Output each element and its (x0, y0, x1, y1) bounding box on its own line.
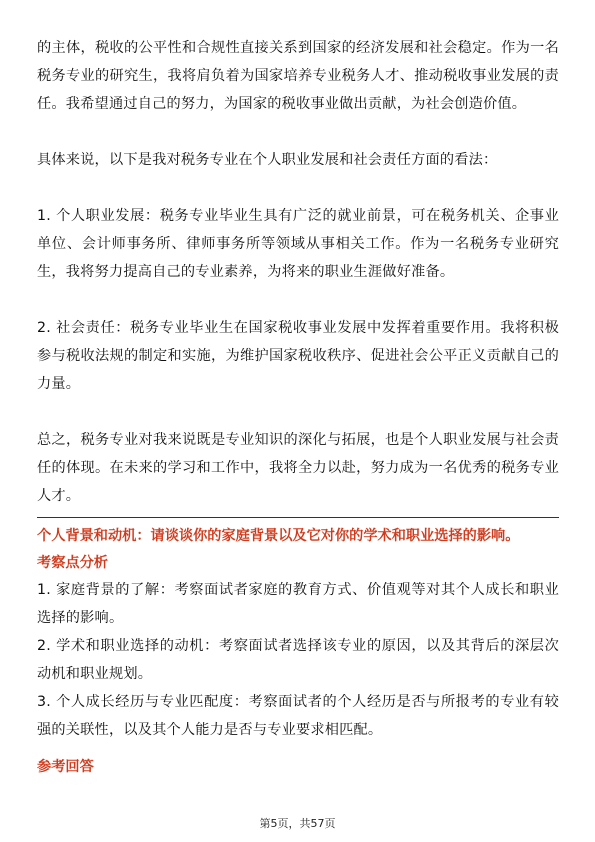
analysis-item: 2. 学术和职业选择的动机：考察面试者选择该专业的原因，以及其背后的深层次动机和职业规划。 (37, 638, 559, 682)
paragraph-gap (37, 398, 559, 426)
paragraph-gap (37, 118, 559, 146)
section-divider (37, 517, 559, 518)
body-paragraph-2: 具体来说，以下是我对税务专业在个人职业发展和社会责任方面的看法： (37, 152, 498, 168)
paragraph-gap (37, 286, 559, 314)
analysis-heading: 考察点分析 (37, 555, 108, 571)
body-paragraph-4: 2. 社会责任：税务专业毕业生在国家税收事业发展中发挥着重要作用。我将积极参与税收法规的制定和实施，为维护国家税收秩序、促进社会公平正义贡献自己的力量。 (37, 320, 559, 392)
body-paragraph-5: 总之，税务专业对我来说既是专业知识的深化与拓展，也是个人职业发展与社会责任的体现。在未来的学习和工作中，我将全力以赴，努力成为一名优秀的税务专业人才。 (37, 432, 559, 504)
analysis-item: 3. 个人成长经历与专业匹配度：考察面试者的个人经历是否与所报考的专业有较强的关联性，以及其个人能力是否与专业要求相匹配。 (37, 694, 559, 738)
answer-heading: 参考回答 (37, 759, 94, 775)
analysis-list (37, 576, 559, 744)
body-paragraph-3: 1. 个人职业发展：税务专业毕业生具有广泛的就业前景，可在税务机关、企事业单位、会计师事务所、律师事务所等领域从事相关工作。作为一名税务专业研究生，我将努力提高自己的专业素养，为将来的职业生涯做好准备。 (37, 208, 559, 280)
page-content (37, 34, 559, 780)
body-paragraph-1: 的主体，税收的公平性和合规性直接关系到国家的经济发展和社会稳定。作为一名税务专业的研究生，我将肩负着为国家培养专业税务人才、推动税收事业发展的责任。我希望通过自己的努力，为国家的税收事业做出贡献，为社会创造价值。 (37, 40, 559, 112)
paragraph-gap (37, 174, 559, 202)
page-number: 第5页，共57页 (259, 817, 336, 830)
analysis-item: 1. 家庭背景的了解：考察面试者家庭的教育方式、价值观等对其个人成长和职业选择的影响。 (37, 582, 559, 626)
interview-question: 个人背景和动机：请谈谈你的家庭背景以及它对你的学术和职业选择的影响。 (37, 528, 520, 544)
